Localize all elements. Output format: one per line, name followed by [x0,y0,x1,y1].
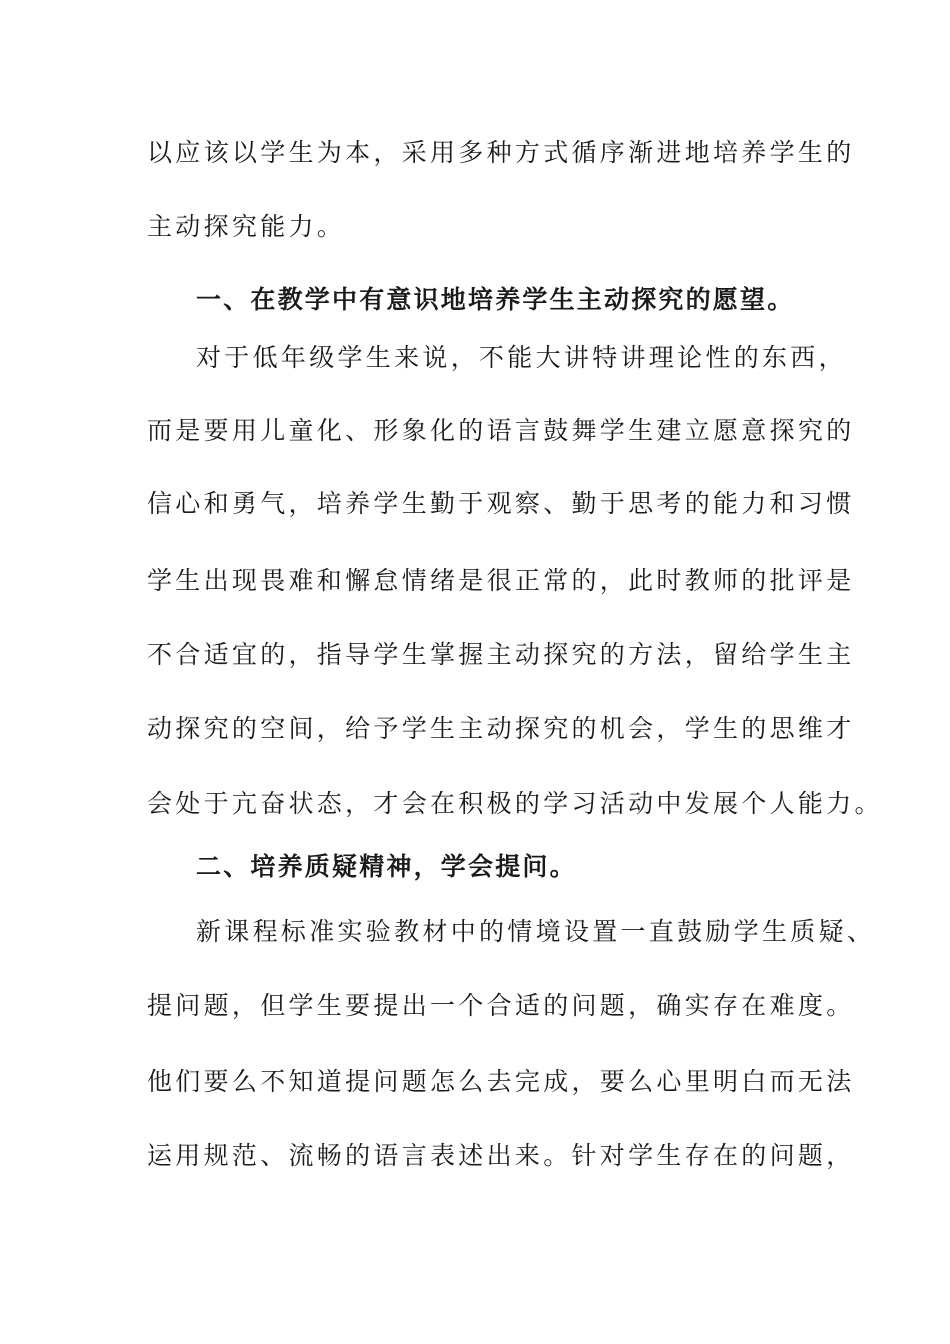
body-text-line: 信心和勇气，培养学生勤于观察、勤于思考的能力和习惯 [147,489,855,518]
body-text-line: 而是要用儿童化、形象化的语言鼓舞学生建立愿意探究的 [147,416,855,445]
body-text-line: 动探究的空间，给予学生主动探究的机会，学生的思维才 [147,714,855,743]
body-text-line: 他们要么不知道提问题怎么去完成，要么心里明白而无法 [147,1067,855,1096]
section-heading-2: 二、培养质疑精神，学会提问。 [196,852,577,881]
body-text-line: 新课程标准实验教材中的情境设置一直鼓励学生质疑、 [196,917,876,946]
body-text-line: 不合适宜的，指导学生掌握主动探究的方法，留给学生主 [147,640,855,669]
section-heading-1: 一、在教学中有意识地培养学生主动探究的愿望。 [196,285,795,314]
body-text-line: 学生出现畏难和懈怠情绪是很正常的，此时教师的批评是 [147,566,855,595]
body-text-line: 对于低年级学生来说，不能大讲特讲理论性的东西， [196,343,847,372]
body-text-line: 主动探究能力。 [147,212,346,241]
body-text-line: 提问题，但学生要提出一个合适的问题，确实存在难度。 [147,991,855,1020]
body-text-line: 运用规范、流畅的语言表述出来。针对学生存在的问题， [147,1141,855,1170]
body-text-line: 会处于亢奋状态，才会在积极的学习活动中发展个人能力。 [147,789,883,818]
body-text-line: 以应该以学生为本，采用多种方式循序渐进地培养学生的 [147,138,855,167]
